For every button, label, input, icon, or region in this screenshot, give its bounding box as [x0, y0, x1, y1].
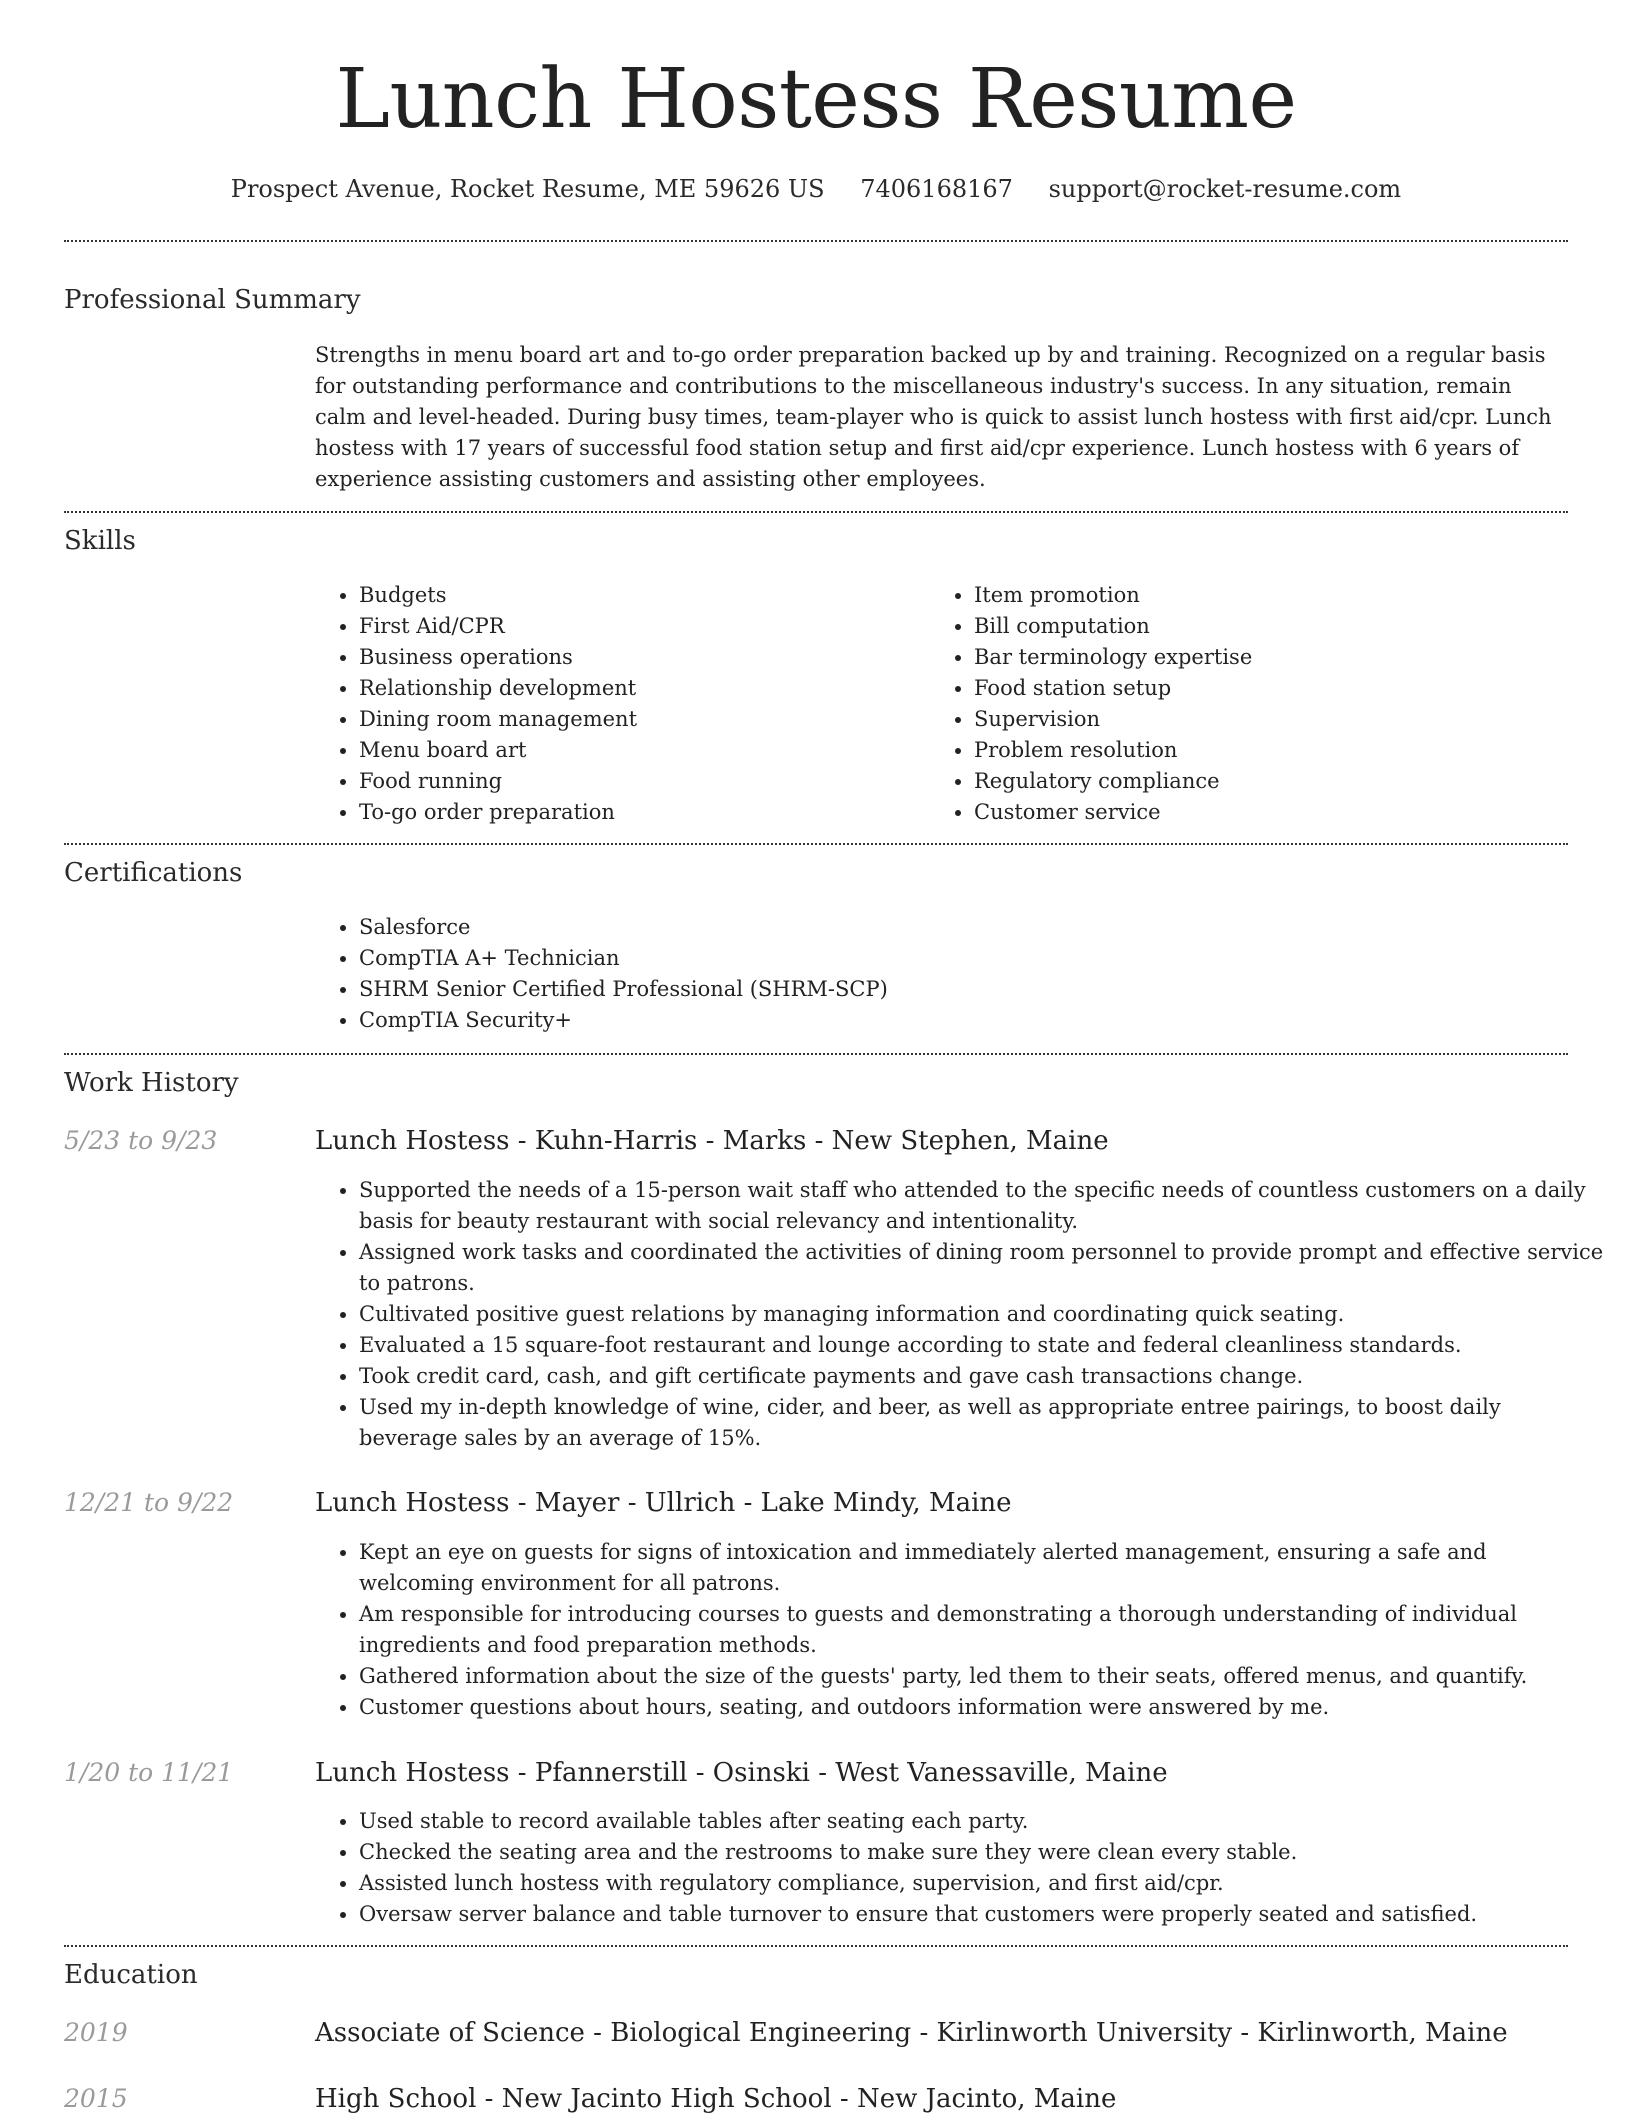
certification-item: • CompTIA Security+ [359, 1005, 1559, 1036]
skill-item: • Food running [359, 766, 919, 797]
job-bullet: • Kept an eye on guests for signs of intoxication and immediately alerted management, ensuring a safe and welcoming environment for all patrons. [359, 1537, 1604, 1599]
contact-phone: 7406168167 [860, 175, 1013, 203]
work-history-heading: Work History [64, 1068, 239, 1098]
job-bullet: • Supported the needs of a 15-person wait staff who attended to the specific needs of countless customers on a daily basis for beauty restaurant with social relevancy and intentionality. [359, 1175, 1604, 1237]
job-bullet: • Used my in-depth knowledge of wine, cider, and beer, as well as appropriate entree pairings, to boost daily beverage sales by an average of 15%. [359, 1392, 1604, 1454]
education-year: 2015 [64, 2084, 128, 2113]
job-bullets [315, 1175, 1604, 1454]
skill-item: • To-go order preparation [359, 797, 919, 828]
job-dates: 1/20 to 11/21 [64, 1758, 234, 1787]
job-dates: 5/23 to 9/23 [64, 1126, 218, 1155]
certification-item: • Salesforce [359, 912, 1559, 943]
skills-list-right [930, 580, 1574, 828]
section-divider [64, 843, 1568, 845]
skills-list-left [315, 580, 919, 828]
summary-heading: Professional Summary [64, 285, 361, 315]
job-title: Lunch Hostess - Pfannerstill - Osinski - West Vanessaville, Maine [315, 1758, 1168, 1788]
skill-item: • Customer service [974, 797, 1574, 828]
education-title: High School - New Jacinto High School - New Jacinto, Maine [315, 2084, 1117, 2114]
skill-item: • Food station setup [974, 673, 1574, 704]
section-divider [64, 511, 1568, 513]
education-heading: Education [64, 1960, 198, 1990]
job-bullet: • Gathered information about the size of the guests' party, led them to their seats, offered menus, and quantify. [359, 1661, 1604, 1692]
job-bullet: • Assisted lunch hostess with regulatory compliance, supervision, and first aid/cpr. [359, 1868, 1604, 1899]
job-bullets [315, 1537, 1604, 1723]
skill-item: • Dining room management [359, 704, 919, 735]
job-bullet: • Cultivated positive guest relations by managing information and coordinating quick seating. [359, 1299, 1604, 1330]
job-bullet: • Customer questions about hours, seating, and outdoors information were answered by me. [359, 1692, 1604, 1723]
skill-item: • Budgets [359, 580, 919, 611]
education-year: 2019 [64, 2018, 128, 2047]
section-divider [64, 240, 1568, 242]
job-bullet: • Used stable to record available tables after seating each party. [359, 1806, 1604, 1837]
job-title: Lunch Hostess - Kuhn-Harris - Marks - New Stephen, Maine [315, 1126, 1109, 1156]
job-bullet: • Oversaw server balance and table turnover to ensure that customers were properly seated and satisfied. [359, 1899, 1604, 1930]
certifications-list [315, 912, 1559, 1036]
job-bullet: • Checked the seating area and the restrooms to make sure they were clean every stable. [359, 1837, 1604, 1868]
job-title: Lunch Hostess - Mayer - Ullrich - Lake Mindy, Maine [315, 1488, 1012, 1518]
summary-text: Strengths in menu board art and to-go order preparation backed up by and training. Recognized on a regular basis for outstanding performance and contributions to the miscellaneous industry's success. In any situation, remain calm and level-headed. During busy times, team-player who is quick to assist lunch hostess with first aid/cpr. Lunch hostess with 17 years of successful food station setup and first aid/cpr experience. Lunch hostess with 6 years of experience assisting customers and assisting other employees. [315, 343, 1552, 491]
job-bullet: • Took credit card, cash, and gift certificate payments and gave cash transactions change. [359, 1361, 1604, 1392]
skill-item: • Item promotion [974, 580, 1574, 611]
section-divider [64, 1945, 1568, 1947]
contact-email: support@rocket-resume.com [1048, 175, 1402, 203]
certifications-heading: Certifications [64, 858, 243, 888]
job-bullet: • Am responsible for introducing courses to guests and demonstrating a thorough understanding of individual ingredients and food preparation methods. [359, 1599, 1604, 1661]
job-bullet: • Evaluated a 15 square-foot restaurant and lounge according to state and federal cleanliness standards. [359, 1330, 1604, 1361]
skill-item: • Bill computation [974, 611, 1574, 642]
resume-title: Lunch Hostess Resume [335, 52, 1297, 147]
job-dates: 12/21 to 9/22 [64, 1488, 234, 1517]
skill-item: • Relationship development [359, 673, 919, 704]
certification-item: • SHRM Senior Certified Professional (SHRM-SCP) [359, 974, 1559, 1005]
skill-item: • Bar terminology expertise [974, 642, 1574, 673]
job-bullet: • Assigned work tasks and coordinated the activities of dining room personnel to provide prompt and effective service to patrons. [359, 1237, 1604, 1299]
contact-address: Prospect Avenue, Rocket Resume, ME 59626 US [230, 175, 825, 203]
job-bullets [315, 1806, 1604, 1930]
skill-item: • Problem resolution [974, 735, 1574, 766]
section-divider [64, 1053, 1568, 1055]
skills-heading: Skills [64, 526, 136, 556]
skill-item: • First Aid/CPR [359, 611, 919, 642]
education-title: Associate of Science - Biological Engineering - Kirlinworth University - Kirlinworth, Maine [315, 2018, 1508, 2048]
skill-item: • Supervision [974, 704, 1574, 735]
contact-line [0, 172, 1632, 206]
skill-item: • Business operations [359, 642, 919, 673]
certification-item: • CompTIA A+ Technician [359, 943, 1559, 974]
skill-item: • Menu board art [359, 735, 919, 766]
skill-item: • Regulatory compliance [974, 766, 1574, 797]
